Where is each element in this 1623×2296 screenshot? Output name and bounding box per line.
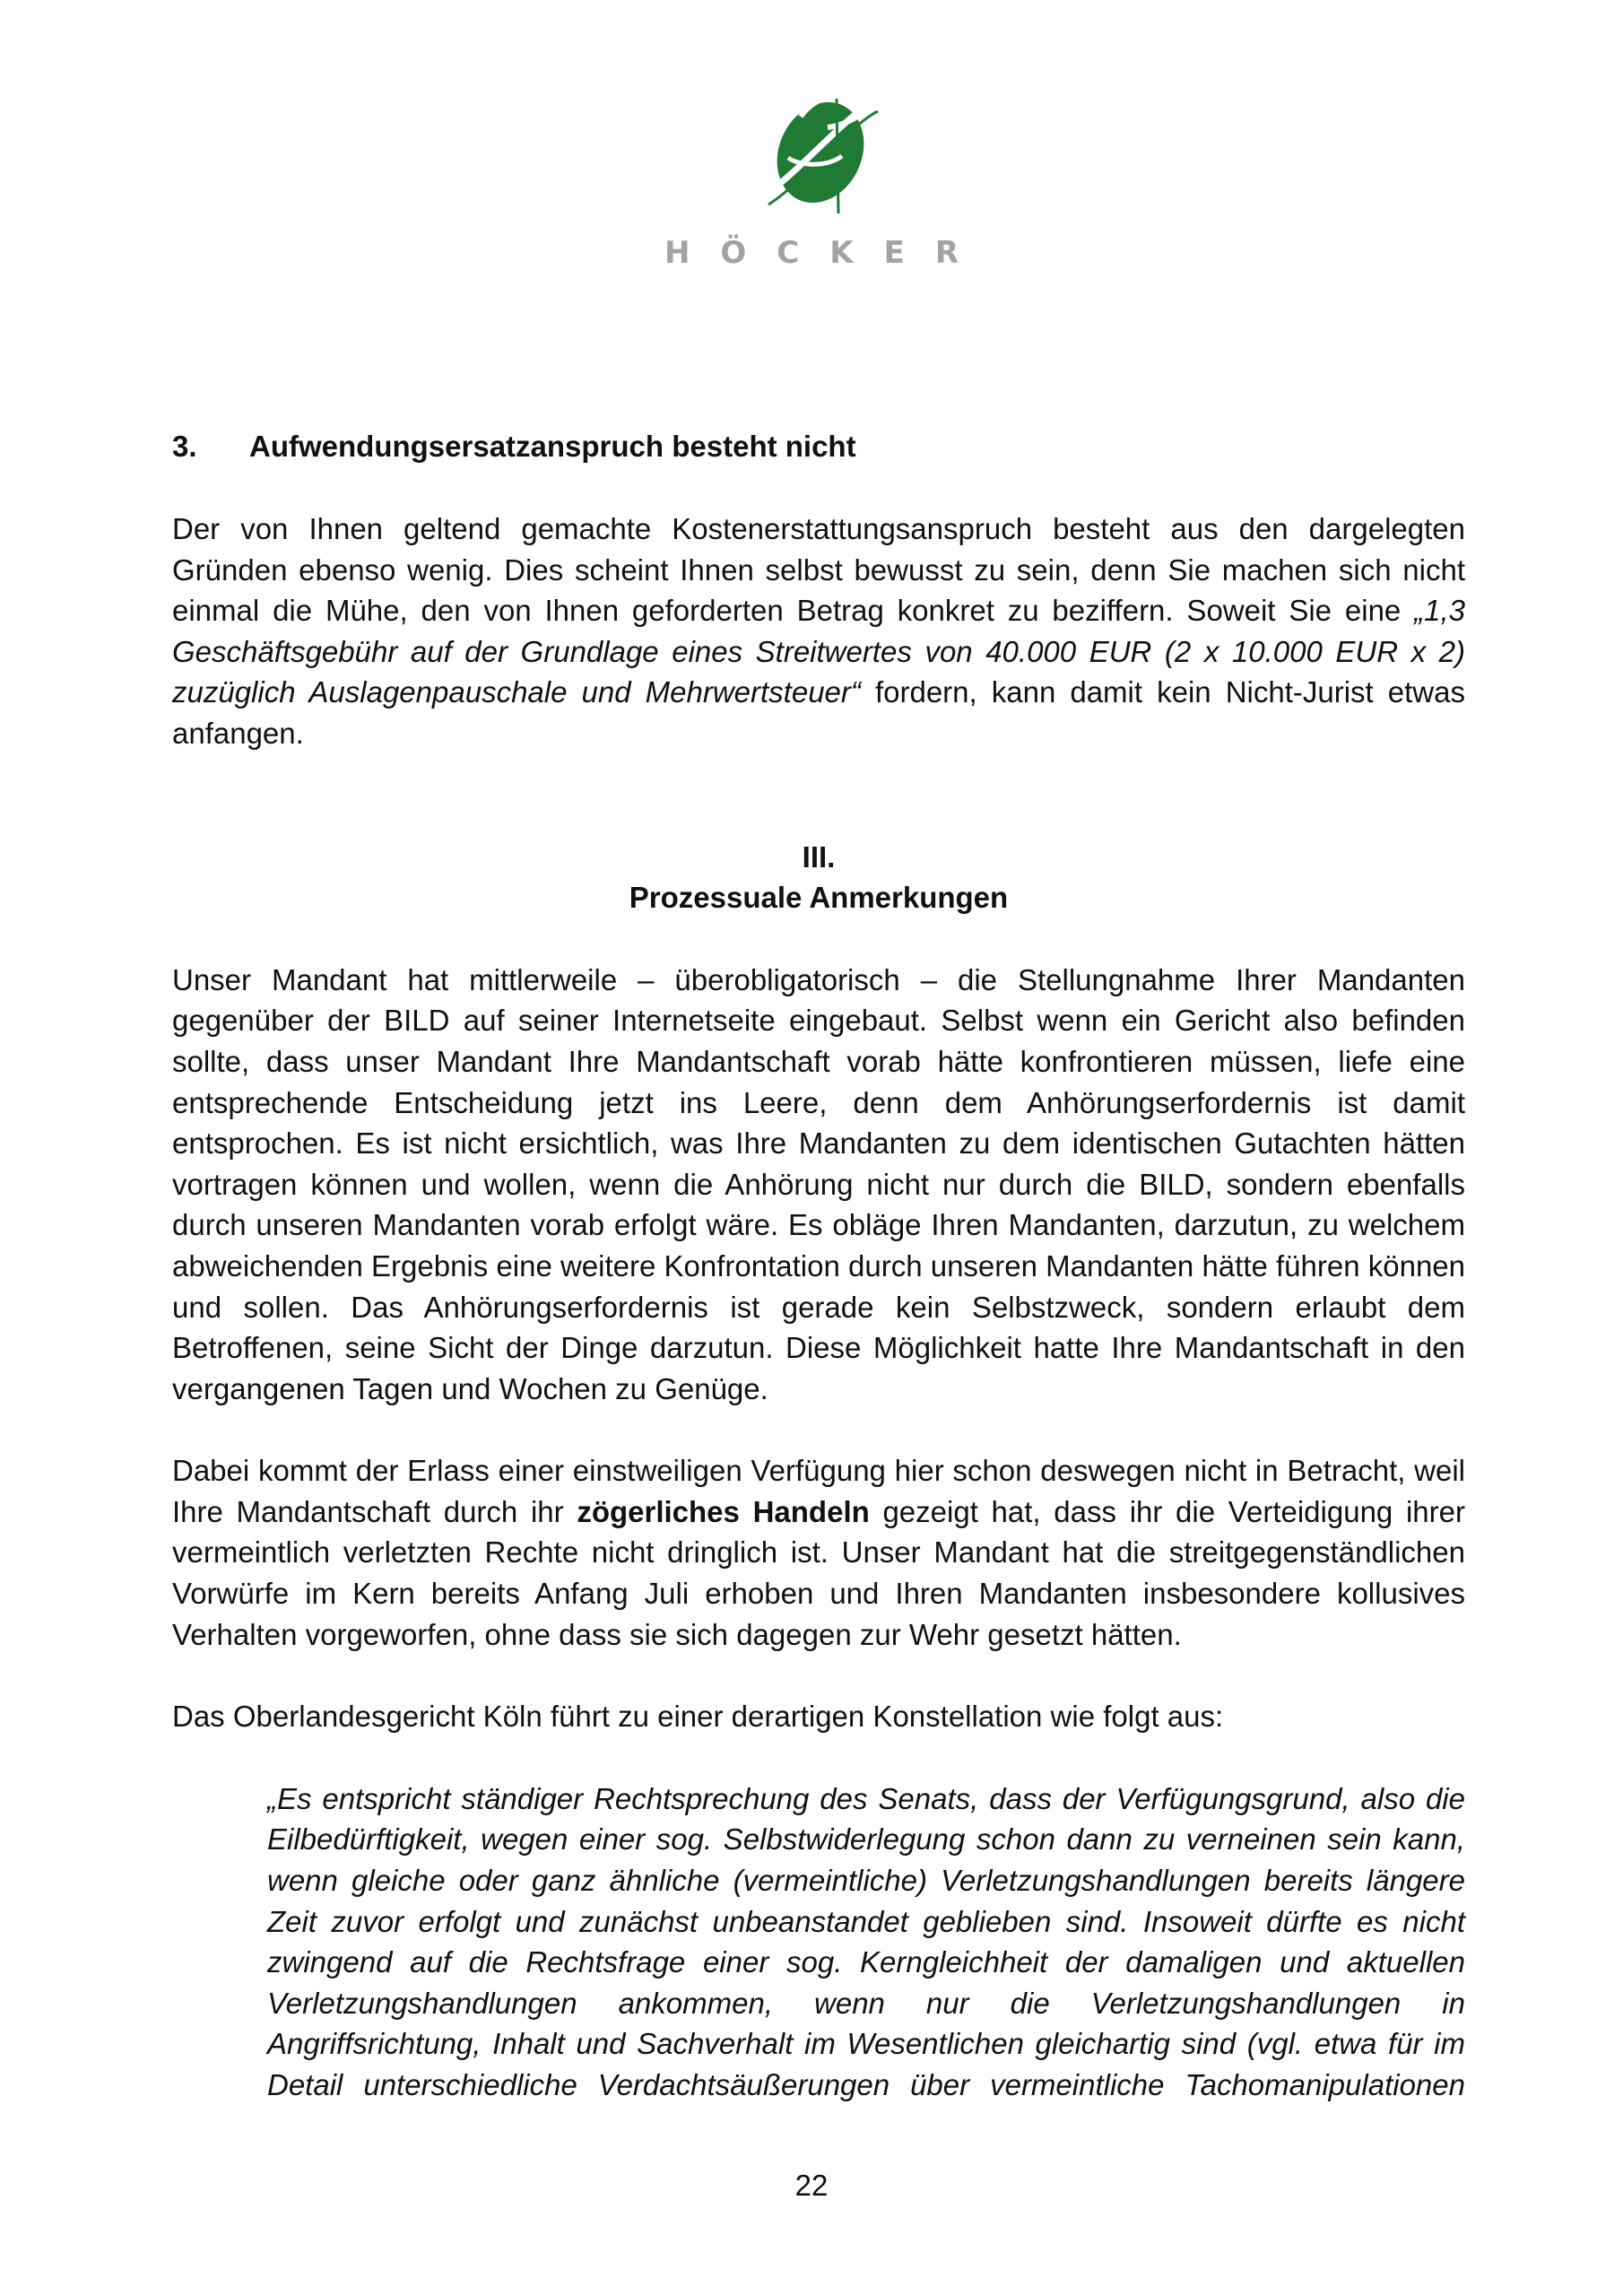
paragraph-text: fordern, kann damit kein Nicht-Jurist etwas anfangen.	[172, 675, 1465, 750]
section-number: 3.	[172, 430, 197, 463]
page-number: 22	[794, 2169, 829, 2202]
brand-name: HÖCKER	[664, 235, 990, 271]
chapter-numeral: III.	[802, 839, 836, 874]
paragraph-text: Der von Ihnen geltend gemachte Kostenerstattungsanspruch besteht aus den dargelegten Gründen ebenso wenig. Dies scheint Ihnen selbst bewusst zu sein, denn Sie machen sich nicht einmal die Mühe, den von Ihnen geforderten Betrag konkret zu beziffern. Soweit Sie eine	[172, 512, 1465, 628]
document-body	[172, 426, 1465, 2106]
paragraph: Unser Mandant hat mittlerweile – überobligatorisch – die Stellungnahme Ihrer Mandanten gegenüber der BILD auf seiner Internetseite eingebaut. Selbst wenn ein Gericht also befinden sollte, dass unser Mandant Ihre Mandantschaft vorab hätte konfrontieren müssen, liefe eine entsprechende Entscheidung jetzt ins Leere, denn dem Anhörungserfordernis ist damit entsprochen. Es ist nicht ersichtlich, was Ihre Mandanten zu dem identischen Gutachten hätten vortragen können und wollen, wenn die Anhörung nicht nur durch die BILD, sondern ebenfalls durch unseren Mandanten vorab erfolgt wäre. Es obläge Ihren Mandanten, darzutun, zu welchem abweichenden Ergebnis eine weitere Konfrontation durch unseren Mandanten hätte führen können und sollen. Das Anhörungserfordernis ist gerade kein Selbstzweck, sondern erlaubt dem Betroffenen, seine Sicht der Dinge darzutun. Diese Möglichkeit hatte Ihre Mandantschaft in den vergangenen Tagen und Wochen zu Genüge.	[172, 962, 1466, 1405]
quoted-demand: „1,3 Geschäftsgebühr auf der Grundlage eines Streitwertes von 40.000 EUR (2 x 10.000 EUR x 2) zuzüglich Auslagenpauschale und Mehrwertsteuer“	[172, 594, 1465, 709]
court-quote: „Es entspricht ständiger Rechtsprechung des Senats, dass der Verfügungsgrund, also die Eilbedürftigkeit, wegen einer sog. Selbstwiderlegung schon dann zu verneinen sein kann, wenn gleiche oder ganz ähnliche (vermeintliche) Verletzungshandlungen bereits längere Zeit zuvor erfolgt und zunächst unbeanstandet geblieben sind. Insoweit dürfte es nicht zwingend auf die Rechtsfrage einer sog. Kerngleichheit der damaligen und aktuellen Verletzungshandlungen ankommen, wenn nur die Verletzungshandlungen in Angriffsrichtung, Inhalt und Sachverhalt im Wesentlichen gleichartig sind (vgl. etwa für im Detail unterschiedliche Verdachtsäußerungen über vermeintliche Tachomanipulationen	[267, 1781, 1465, 2101]
paragraph: Das Oberlandesgericht Köln führt zu einer derartigen Konstellation wie folgt aus:	[172, 1700, 1224, 1734]
emphasis-text: zögerliches Handeln	[577, 1494, 870, 1528]
paragraph-text: Dabei kommt der Erlass einer einstweiligen Verfügung hier schon deswegen nicht in Betracht, weil Ihre Mandantschaft durch ihr	[172, 1454, 1465, 1528]
chapter-heading	[172, 837, 1465, 918]
paragraph	[172, 509, 1465, 754]
hoecker-logo-icon	[756, 81, 881, 215]
chapter-title: Prozessuale Anmerkungen	[629, 881, 1009, 915]
paragraph	[172, 1450, 1465, 1655]
paragraph-text: gezeigt hat, dass ihr die Verteidigung ihrer vermeintlich verletzten Rechte nicht dringlich ist. Unser Mandant hat die streitgegenständlichen Vorwürfe im Kern bereits Anfang Juli erhoben und Ihren Mandanten insbesondere kollusives Verhalten vorgeworfen, ohne dass sie sich dagegen zur Wehr gesetzt hätten.	[172, 1494, 1465, 1651]
section-heading	[172, 426, 1465, 467]
section-title: Aufwendungsersatzanspruch besteht nicht	[249, 430, 856, 463]
